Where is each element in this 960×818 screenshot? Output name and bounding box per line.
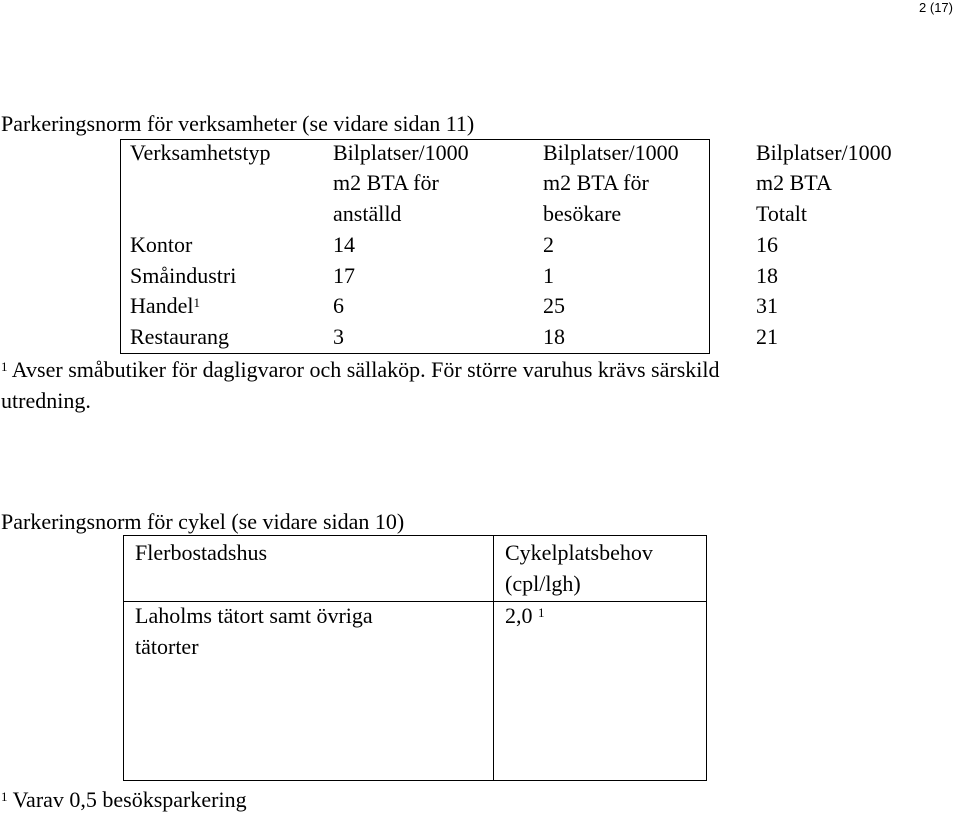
header-visitors-line3: besökare: [543, 201, 622, 226]
row-total-value: 18: [756, 263, 778, 288]
bicycle-parking-heading: Parkeringsnorm för cykel (se vidare sidan 10): [1, 509, 405, 534]
row-visitors-value: 1: [543, 263, 554, 288]
row-visitors-value: 2: [543, 232, 554, 257]
row-activity-type: Restaurang: [130, 324, 229, 349]
header-bicycle-need-line1: Cykelplatsbehov: [505, 540, 653, 565]
row-location-line1: Laholms tätort samt övriga: [135, 603, 373, 628]
footnote-marker: 1: [1, 789, 8, 804]
table-right-border: [709, 139, 710, 354]
table-right-border: [706, 535, 707, 781]
table-column-divider: [493, 535, 494, 781]
row-activity-type: Handel: [130, 293, 194, 318]
footnote-reference: 1: [193, 295, 201, 310]
row-total-value: 31: [756, 293, 778, 318]
row-bicycle-value: [505, 601, 545, 632]
header-employees-line1: Bilplatser/1000: [333, 140, 469, 165]
business-footnote-continuation: utredning.: [1, 388, 91, 413]
row-employees-value: 14: [333, 232, 355, 257]
header-activity-type: Verksamhetstyp: [130, 140, 271, 165]
row-location-line2: tätorter: [135, 634, 199, 659]
row-total-value: 16: [756, 232, 778, 257]
bicycle-footnote: [1, 785, 247, 815]
footnote-text: Varav 0,5 besöksparkering: [7, 787, 247, 812]
header-employees-line2: m2 BTA för: [333, 170, 439, 195]
header-visitors-line2: m2 BTA för: [543, 170, 649, 195]
row-activity-type: Kontor: [130, 232, 193, 257]
page-number: 2 (17): [919, 0, 953, 15]
header-visitors-line1: Bilplatser/1000: [543, 140, 679, 165]
table-top-border: [123, 535, 707, 536]
row-activity-type: Småindustri: [130, 263, 237, 288]
row-employees-value: 6: [333, 293, 344, 318]
header-total-line2: m2 BTA: [756, 170, 832, 195]
row-employees-value: 3: [333, 324, 344, 349]
bicycle-value: 2,0: [505, 603, 533, 628]
table-left-border: [123, 535, 124, 781]
business-parking-heading: Parkeringsnorm för verksamheter (se vidare sidan 11): [1, 111, 475, 136]
business-footnote: [1, 355, 719, 385]
table-bottom-border: [123, 780, 707, 781]
header-total-line1: Bilplatser/1000: [756, 140, 892, 165]
footnote-text: Avser småbutiker för dagligvaror och sällaköp. För större varuhus krävs särskild: [7, 357, 720, 382]
row-visitors-value: 18: [543, 324, 565, 349]
row-visitors-value: 25: [543, 293, 565, 318]
header-total-line3: Totalt: [756, 201, 808, 226]
row-employees-value: 17: [333, 263, 355, 288]
row-activity-type-with-footnote: [130, 291, 200, 322]
row-total-value: 21: [756, 324, 778, 349]
table-left-border: [120, 139, 121, 354]
footnote-reference: 1: [538, 605, 545, 620]
footnote-marker: 1: [1, 359, 8, 374]
header-bicycle-need-line2: (cpl/lgh): [505, 571, 581, 596]
header-housing-type: Flerbostadshus: [135, 540, 267, 565]
header-employees-line3: anställd: [333, 201, 402, 226]
table-bottom-border: [120, 353, 710, 354]
